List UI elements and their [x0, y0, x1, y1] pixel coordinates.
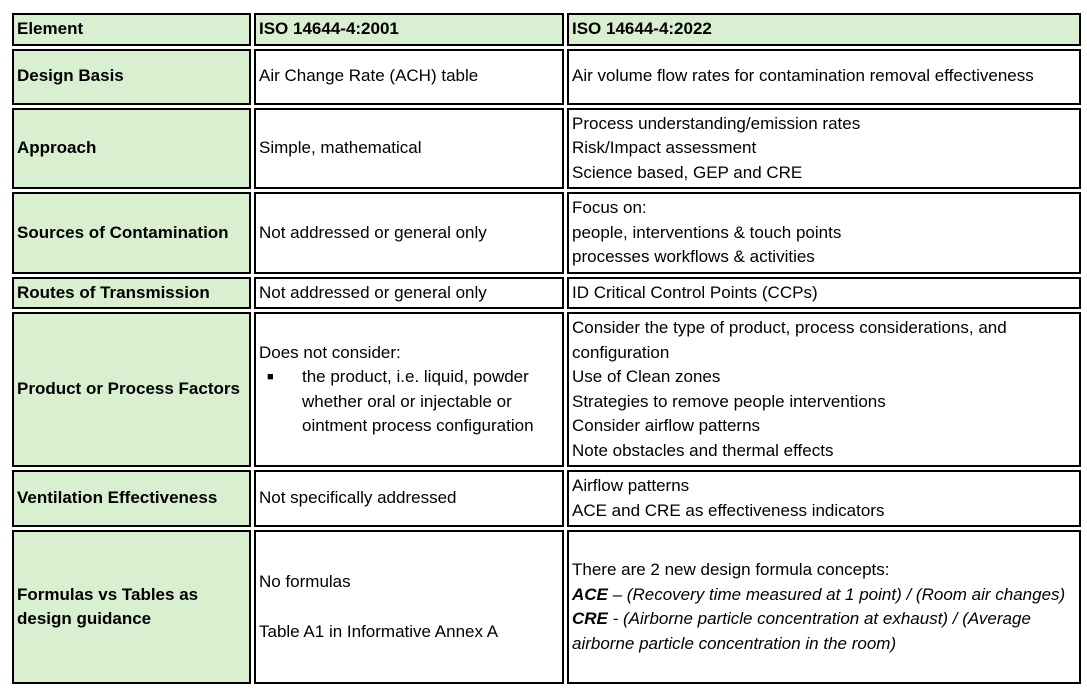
cell-text: ACE and CRE as effectiveness indicators	[572, 500, 885, 520]
cre-definition	[572, 607, 1077, 656]
cell-text: Not addressed or general only	[259, 222, 487, 242]
header-row	[12, 13, 1081, 46]
cell-text: No formulas	[259, 572, 351, 591]
cell-text: Use of Clean zones	[572, 367, 721, 386]
cell-2022-formulas	[567, 530, 1081, 684]
ace-text: – (Recovery time measured at 1 point) / (Room air changes)	[607, 584, 1066, 604]
cell-text: Process understanding/emission rates	[572, 113, 861, 133]
cell-text: people, interventions & touch points	[572, 222, 842, 242]
table-row	[12, 530, 1081, 684]
cell-text: Air Change Rate (ACH) table	[259, 66, 479, 86]
cell-text: the product, i.e. liquid, powder whether oral or injectable or ointment process configuration	[302, 367, 534, 435]
cell-text: Table A1 in Informative Annex A	[259, 621, 499, 641]
table-row	[12, 312, 1081, 467]
row-label-approach: Approach	[12, 108, 251, 190]
cell-2022-design-basis	[567, 49, 1081, 105]
cell-text: Airflow patterns	[572, 476, 690, 495]
cell-text: Simple, mathematical	[259, 138, 422, 157]
cell-text: Science based, GEP and CRE	[572, 162, 803, 182]
cell-2001-formulas	[254, 530, 564, 684]
cell-2022-routes	[567, 277, 1081, 310]
cell-text: Air volume flow rates for contamination removal effectiveness	[572, 66, 1034, 86]
cell-2001-ventilation	[254, 470, 564, 527]
ace-term: ACE	[572, 584, 608, 604]
cell-text: There are 2 new design formula concepts:	[572, 560, 890, 579]
row-label-product-process: Product or Process Factors	[12, 312, 251, 467]
cell-2022-sources	[567, 192, 1081, 274]
cell-text: Focus on:	[572, 198, 647, 217]
cell-text: Does not consider:	[259, 342, 401, 362]
row-label-formulas: Formulas vs Tables as design guidance	[12, 530, 251, 684]
table-row	[12, 49, 1081, 105]
cell-2001-routes	[254, 277, 564, 310]
cell-text: Not specifically addressed	[259, 488, 457, 508]
cell-2022-approach	[567, 108, 1081, 190]
table-row	[12, 470, 1081, 527]
cell-text: Note obstacles and thermal effects	[572, 440, 834, 460]
cell-text: Not addressed or general only	[259, 282, 487, 302]
comparison-table	[9, 10, 1084, 687]
cell-2001-approach	[254, 108, 564, 190]
cell-text: ID Critical Control Points (CCPs)	[572, 282, 818, 302]
row-label-routes: Routes of Transmission	[12, 277, 251, 310]
cre-term: CRE	[572, 609, 608, 628]
header-iso-2022: ISO 14644-4:2022	[567, 13, 1081, 46]
table-row	[12, 108, 1081, 190]
cell-text: processes workflows & activities	[572, 247, 815, 266]
row-label-sources: Sources of Contamination	[12, 192, 251, 274]
header-iso-2001: ISO 14644-4:2001	[254, 13, 564, 46]
cell-text: Consider the type of product, process considerations, and configuration	[572, 318, 1007, 362]
row-label-ventilation: Ventilation Effectiveness	[12, 470, 251, 527]
cell-text: Consider airflow patterns	[572, 416, 761, 435]
cell-2022-ventilation	[567, 470, 1081, 527]
cell-text: Strategies to remove people interventions	[572, 391, 886, 411]
ace-definition	[572, 583, 1077, 608]
cell-text: Risk/Impact assessment	[572, 138, 757, 157]
table-row	[12, 192, 1081, 274]
cell-2022-product-process	[567, 312, 1081, 467]
header-element: Element	[12, 13, 251, 46]
table-row	[12, 277, 1081, 310]
square-bullet-icon: ■	[267, 371, 274, 383]
cell-2001-design-basis	[254, 49, 564, 105]
cell-2001-product-process	[254, 312, 564, 467]
bullet-item	[259, 365, 560, 439]
cell-2001-sources	[254, 192, 564, 274]
cre-text: - (Airborne particle concentration at exhaust) / (Average airborne particle concentration in the room)	[572, 609, 1031, 653]
row-label-design-basis: Design Basis	[12, 49, 251, 105]
